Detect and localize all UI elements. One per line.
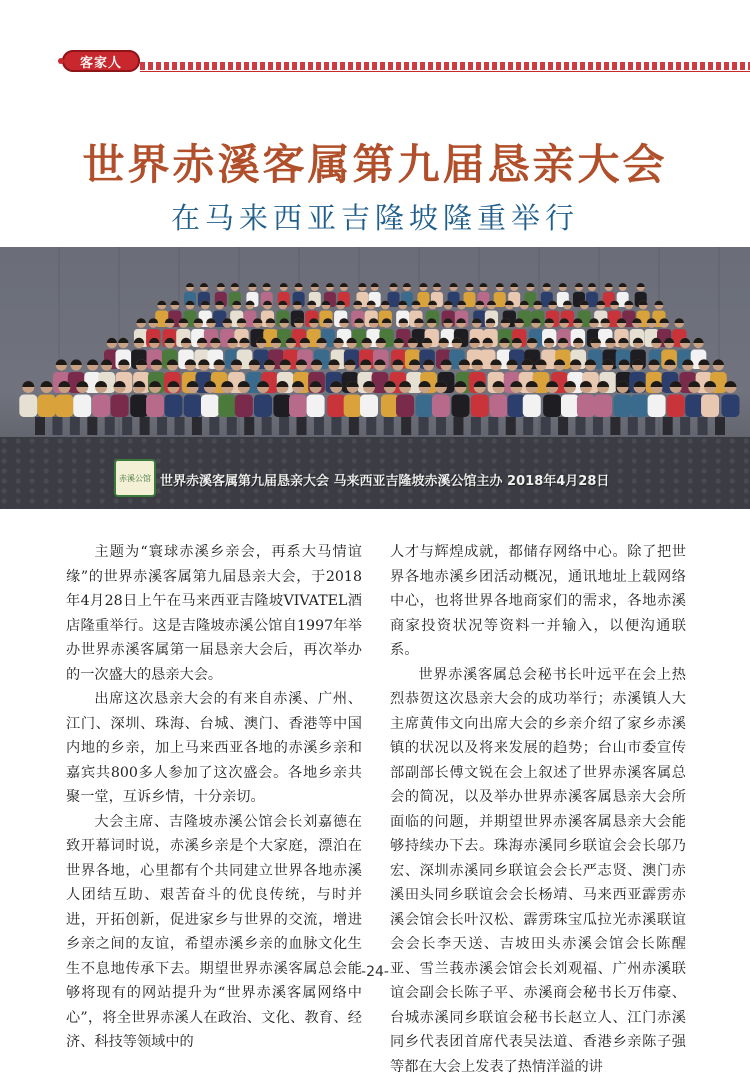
person-legs <box>680 417 690 435</box>
person-legs <box>366 417 376 435</box>
person-hair <box>674 318 684 323</box>
person-hair <box>713 359 724 365</box>
person-hair <box>693 338 703 343</box>
person-hair <box>186 283 194 287</box>
person-hair <box>311 283 319 287</box>
person-legs <box>174 417 184 435</box>
person-legs <box>140 417 150 435</box>
person-body <box>254 395 272 418</box>
person-legs <box>558 417 568 435</box>
page-number: -24- <box>0 964 750 980</box>
person-body <box>490 395 508 418</box>
paragraph: 世界赤溪客属总会秘书长叶远平在会上热烈恭贺这次恳亲大会的成功举行；赤溪镇人大主席黄伟文向出席大会的乡亲介绍了家乡赤溪镇的状况以及将来发展的趋势；台山市委宣传部副部长傅文锐在会上叙述了世界赤溪客属总会的简况，以及举办世界赤溪客属恳亲大会所面临的问题，并期望世界赤溪客属恳亲大会能够持续办下去。珠海赤溪同乡联谊会会长邬乃宏、深圳赤溪同乡联谊会会长严志贤、澳门赤溪田头同乡联谊会会长杨靖、马来西亚霹雳赤溪会馆会长叶汉松、霹雳珠宝瓜拉光赤溪联谊会会长李天送、吉坡田头赤溪会馆会长陈醒亚、雪兰莪赤溪会馆会长刘观福、广州赤溪联谊会副会长陈子平、赤溪商会秘书长万伟豪、台城赤溪同乡联谊会秘书长赵立人、江门赤溪同乡代表团首席代表吴法道、香港乡亲陈子强等都在大会上发表了热情洋溢的讲 <box>390 663 686 1079</box>
person-body <box>471 395 489 418</box>
person-hair <box>171 301 180 305</box>
person-legs <box>52 417 62 435</box>
person-legs <box>209 417 219 435</box>
person-body <box>721 395 739 418</box>
person-legs <box>488 417 498 435</box>
person-hair <box>263 283 271 287</box>
person-hair <box>107 338 117 343</box>
person-body <box>685 395 703 418</box>
paragraph: 人才与辉煌成就，都储存网络中心。除了把世界各地赤溪乡团活动概况，通讯地址上载网络中心，也将世界各地商家们的需求，各地赤溪商家投资状况等资料一并输入，以便沟通联系。 <box>390 540 686 663</box>
association-logo <box>114 459 156 497</box>
person-legs <box>297 417 307 435</box>
person-legs <box>610 417 620 435</box>
person-hair <box>157 301 166 305</box>
person-hair <box>637 283 645 287</box>
person-hair <box>295 283 303 287</box>
person-hair <box>575 283 583 287</box>
person-hair <box>465 283 473 287</box>
person-hair <box>231 283 239 287</box>
person-legs <box>87 417 97 435</box>
person-legs <box>349 417 359 435</box>
person-hair <box>136 318 146 323</box>
person-legs <box>35 417 45 435</box>
person-body <box>594 395 612 418</box>
person-hair <box>588 283 596 287</box>
person-hair <box>217 283 225 287</box>
person-hair <box>280 283 288 287</box>
person-hair <box>419 283 427 287</box>
person-body <box>577 395 595 418</box>
person-body <box>327 395 345 418</box>
article-subtitle: 在马来西亚吉隆坡隆重举行 <box>0 196 750 237</box>
person-legs <box>419 417 429 435</box>
decorative-line <box>140 62 750 70</box>
person-hair <box>450 283 458 287</box>
person-hair <box>559 283 567 287</box>
person-hair <box>510 283 518 287</box>
person-body <box>184 395 202 418</box>
person-body <box>701 395 719 418</box>
person-body <box>218 395 236 418</box>
decorative-rule <box>140 71 750 72</box>
person-legs <box>122 417 132 435</box>
person-legs <box>262 417 272 435</box>
person-body <box>92 395 110 418</box>
paragraph: 大会主席、吉隆坡赤溪公馆会长刘嘉德在致开幕词时说，赤溪乡亲是个大家庭，漂泊在世界各地，心里都有个共同建立世界各地赤溪人团结互助、艰苦奋斗的优良传统，与时并进，开拓创新，促进家乡与世界的交流，增进乡亲之间的友谊，希望赤溪乡亲的血脉文化生生不息地传承下去。期望世界赤溪客属总会能够将现有的网站提升为“世界赤溪客属网络中心”，将全世界赤溪人在政治、文化、教育、经济、科技等领域中的 <box>66 810 362 1055</box>
person-legs <box>715 417 725 435</box>
person-body <box>507 395 525 418</box>
person-legs <box>157 417 167 435</box>
person-hair <box>41 381 53 387</box>
section-tag: 客家人 <box>62 50 140 72</box>
person-body <box>289 395 307 418</box>
person-hair <box>655 301 664 305</box>
person-legs <box>523 417 533 435</box>
person-hair <box>496 283 504 287</box>
person-body <box>451 395 469 418</box>
person-body <box>631 395 649 418</box>
person-body <box>273 395 291 418</box>
person-legs <box>314 417 324 435</box>
person-hair <box>56 359 67 365</box>
person-legs <box>663 417 673 435</box>
person-body <box>164 395 182 418</box>
person-body <box>19 395 37 418</box>
person-hair <box>358 283 366 287</box>
person-body <box>561 395 579 418</box>
person-body <box>201 395 219 418</box>
person-body <box>130 395 148 418</box>
person-hair <box>326 283 334 287</box>
person-legs <box>70 417 80 435</box>
person-hair <box>200 283 208 287</box>
person-hair <box>22 381 34 387</box>
logo-text: 赤溪公馆 <box>119 473 151 484</box>
person-hair <box>605 283 613 287</box>
person-hair <box>87 359 98 365</box>
person-body <box>55 395 73 418</box>
person-legs <box>436 417 446 435</box>
person-body <box>648 395 666 418</box>
person-legs <box>541 417 551 435</box>
person-body <box>38 395 56 418</box>
article-title: 世界赤溪客属第九届恳亲大会 <box>0 132 750 192</box>
paragraph: 主题为“寰球赤溪乡亲会，再系大马情谊缘”的世界赤溪客属第九届恳亲大会，于2018年4月28日上午在马来西亚吉隆坡VIVATEL酒店隆重举行。这是吉隆坡赤溪公馆自1997年举办世界赤溪客属第一届恳亲大会后，再次举办的一次盛大的恳亲大会。 <box>66 540 362 687</box>
person-body <box>360 395 378 418</box>
person-legs <box>244 417 254 435</box>
person-legs <box>384 417 394 435</box>
person-hair <box>71 359 82 365</box>
person-legs <box>105 417 115 435</box>
person-hair <box>248 283 256 287</box>
person-legs <box>331 417 341 435</box>
body-column-right <box>390 540 686 1079</box>
person-body <box>73 395 91 418</box>
person-legs <box>192 417 202 435</box>
person-hair <box>371 283 379 287</box>
person-legs <box>645 417 655 435</box>
person-hair <box>390 283 398 287</box>
person-legs <box>576 417 586 435</box>
person-body <box>396 395 414 418</box>
photo-caption: 世界赤溪客属第九届恳亲大会 马来西亚吉隆坡赤溪公馆主办 2018年4月28日 <box>160 470 670 489</box>
person-body <box>667 395 685 418</box>
person-hair <box>526 283 534 287</box>
person-legs <box>453 417 463 435</box>
person-body <box>432 395 450 418</box>
person-body <box>614 395 632 418</box>
person-hair <box>433 283 441 287</box>
person-hair <box>340 283 348 287</box>
person-body <box>111 395 129 418</box>
person-hair <box>403 283 411 287</box>
person-hair <box>619 283 627 287</box>
paragraph: 出席这次恳亲大会的有来自赤溪、广州、江门、深圳、珠海、台城、澳门、香港等中国内地的乡亲，加上马来西亚各地的赤溪乡亲和嘉宾共800多人参加了这次盛会。各地乡亲共聚一堂，互诉乡情，十分亲切。 <box>66 687 362 810</box>
person-body <box>523 395 541 418</box>
person-legs <box>506 417 516 435</box>
person-legs <box>698 417 708 435</box>
person-body <box>416 395 434 418</box>
person-legs <box>471 417 481 435</box>
person-legs <box>628 417 638 435</box>
person-body <box>235 395 253 418</box>
person-hair <box>479 283 487 287</box>
person-hair <box>118 338 128 343</box>
person-hair <box>543 283 551 287</box>
person-legs <box>401 417 411 435</box>
person-body <box>344 395 362 418</box>
person-body <box>146 395 164 418</box>
person-legs <box>279 417 289 435</box>
person-legs <box>593 417 603 435</box>
person-body <box>543 395 561 418</box>
person-legs <box>227 417 237 435</box>
person-body <box>307 395 325 418</box>
